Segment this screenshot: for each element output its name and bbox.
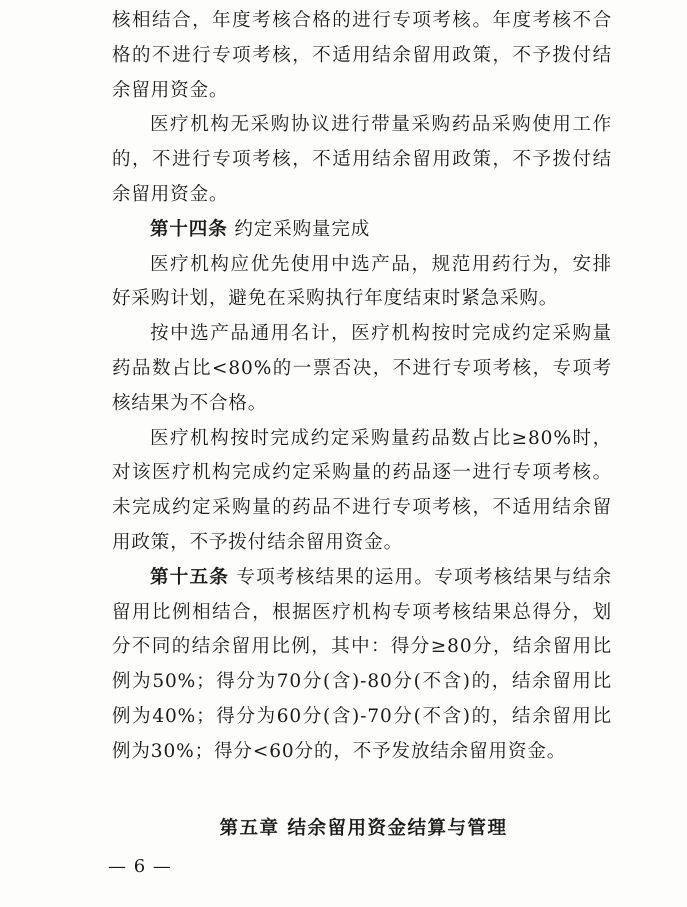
page-number: — 6 — <box>108 856 172 877</box>
paragraph <box>112 4 612 108</box>
paragraph <box>112 422 612 561</box>
paragraph-text: 核相结合，年度考核合格的进行专项考核。年度考核不合格的不进行专项考核，不适用结余留用政策，不予拨付结余留用资金。 <box>112 10 612 101</box>
paragraph <box>112 317 612 421</box>
body-text <box>112 4 612 770</box>
chapter-heading: 第五章 结余留用资金结算与管理 <box>219 818 508 839</box>
article-number: 第十五条 <box>150 566 230 588</box>
paragraph-text: 按中选产品通用名计，医疗机构按时完成约定采购量药品数占比<80%的一票否决，不进行专项考核，专项考核结果为不合格。 <box>112 323 612 414</box>
article-paragraph <box>112 561 612 770</box>
paragraph-text: 医疗机构应优先使用中选产品，规范用药行为，安排好采购计划，避免在采购执行年度结束时紧急采购。 <box>112 253 612 310</box>
paragraph-text: 医疗机构无采购协议进行带量采购药品采购使用工作的，不进行专项考核，不适用结余留用政策，不予拨付结余留用资金。 <box>112 114 612 205</box>
paragraph-text: 医疗机构按时完成约定采购量药品数占比≥80%时，对该医疗机构完成约定采购量的药品逐一进行专项考核。未完成约定采购量的药品不进行专项考核，不适用结余留用政策，不予拨付结余留用资金。 <box>112 427 612 553</box>
article-heading <box>112 213 612 248</box>
paragraph-text: 专项考核结果的运用。专项考核结果与结余留用比例相结合，根据医疗机构专项考核结果总得分，划分不同的结余留用比例，其中：得分≥80分，结余留用比例为50%；得分为70分(含)-80分(不含)的，结余留用比例为40%；得分为60分(含)-70分(不含)的，结余留用比例为30%；得分<60分的，不予发放结余留用资金。 <box>112 566 612 762</box>
paragraph <box>112 248 612 318</box>
article-number: 第十四条 <box>150 218 228 240</box>
article-heading-text: 约定采购量完成 <box>227 218 371 240</box>
paragraph <box>112 108 612 212</box>
